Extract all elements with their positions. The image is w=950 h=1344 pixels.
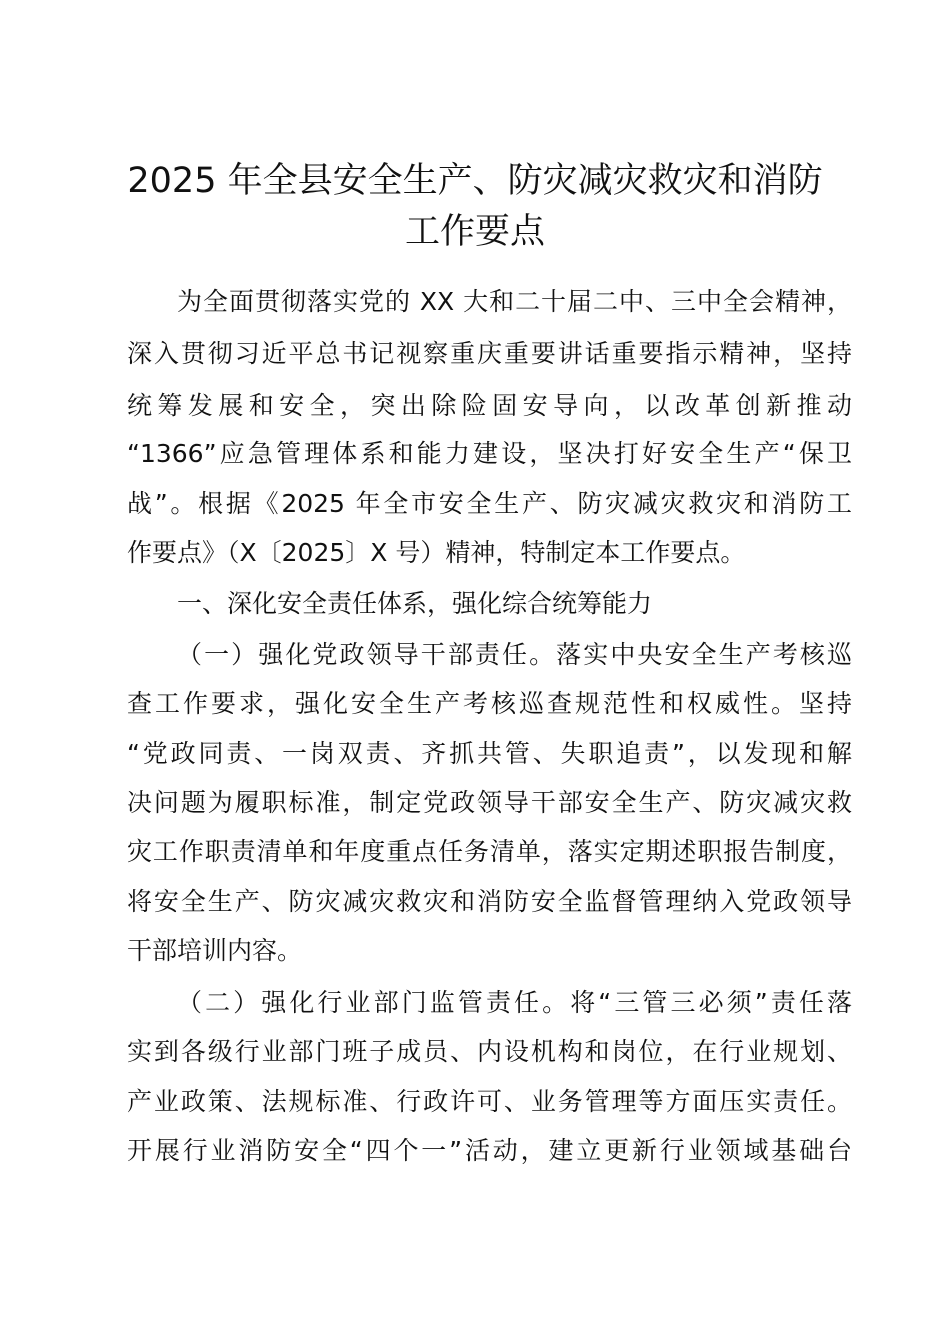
paragraph-line: 决问题为履职标准，制定党政领导干部安全生产、防灾减灾救 (127, 788, 852, 817)
document-title-line-1: 2025 年全县安全生产、防灾减灾救灾和消防 (127, 161, 823, 201)
paragraph-line: “党政同责、一岗双责、齐抓共管、失职追责”，以发现和解 (127, 739, 852, 768)
intro-line: 统筹发展和安全，突出除险固安导向，以改革创新推动 (127, 391, 852, 420)
paragraph-line: 灾工作职责清单和年度重点任务清单，落实定期述职报告制度， (127, 837, 852, 866)
paragraph-line: 开展行业消防安全“四个一”活动，建立更新行业领域基础台 (127, 1136, 852, 1165)
intro-line: 深入贯彻习近平总书记视察重庆重要讲话重要指示精神，坚持 (127, 339, 852, 368)
document-title-line-2: 工作要点 (404, 212, 545, 252)
intro-line: 作要点》（X〔2025〕X 号）精神，特制定本工作要点。 (127, 538, 746, 567)
section-heading: 一、深化安全责任体系，强化综合统筹能力 (177, 589, 653, 618)
intro-line: 为全面贯彻落实党的 XX 大和二十届二中、三中全会精神， (177, 287, 852, 316)
intro-line: “1366”应急管理体系和能力建设，坚决打好安全生产“保卫 (127, 439, 852, 468)
paragraph-line: 干部培训内容。 (127, 936, 303, 965)
intro-line: 战”。根据《2025 年全市安全生产、防灾减灾救灾和消防工 (127, 489, 852, 518)
paragraph-line: 实到各级行业部门班子成员、内设机构和岗位，在行业规划、 (127, 1037, 852, 1066)
paragraph-line: （二）强化行业部门监管责任。将“三管三必须”责任落 (177, 988, 852, 1017)
paragraph-line: 查工作要求，强化安全生产考核巡查规范性和权威性。坚持 (127, 689, 852, 718)
paragraph-line: 产业政策、法规标准、行政许可、业务管理等方面压实责任。 (127, 1087, 852, 1116)
paragraph-line: 将安全生产、防灾减灾救灾和消防安全监督管理纳入党政领导 (127, 887, 852, 916)
paragraph-line: （一）强化党政领导干部责任。落实中央安全生产考核巡 (177, 640, 852, 669)
